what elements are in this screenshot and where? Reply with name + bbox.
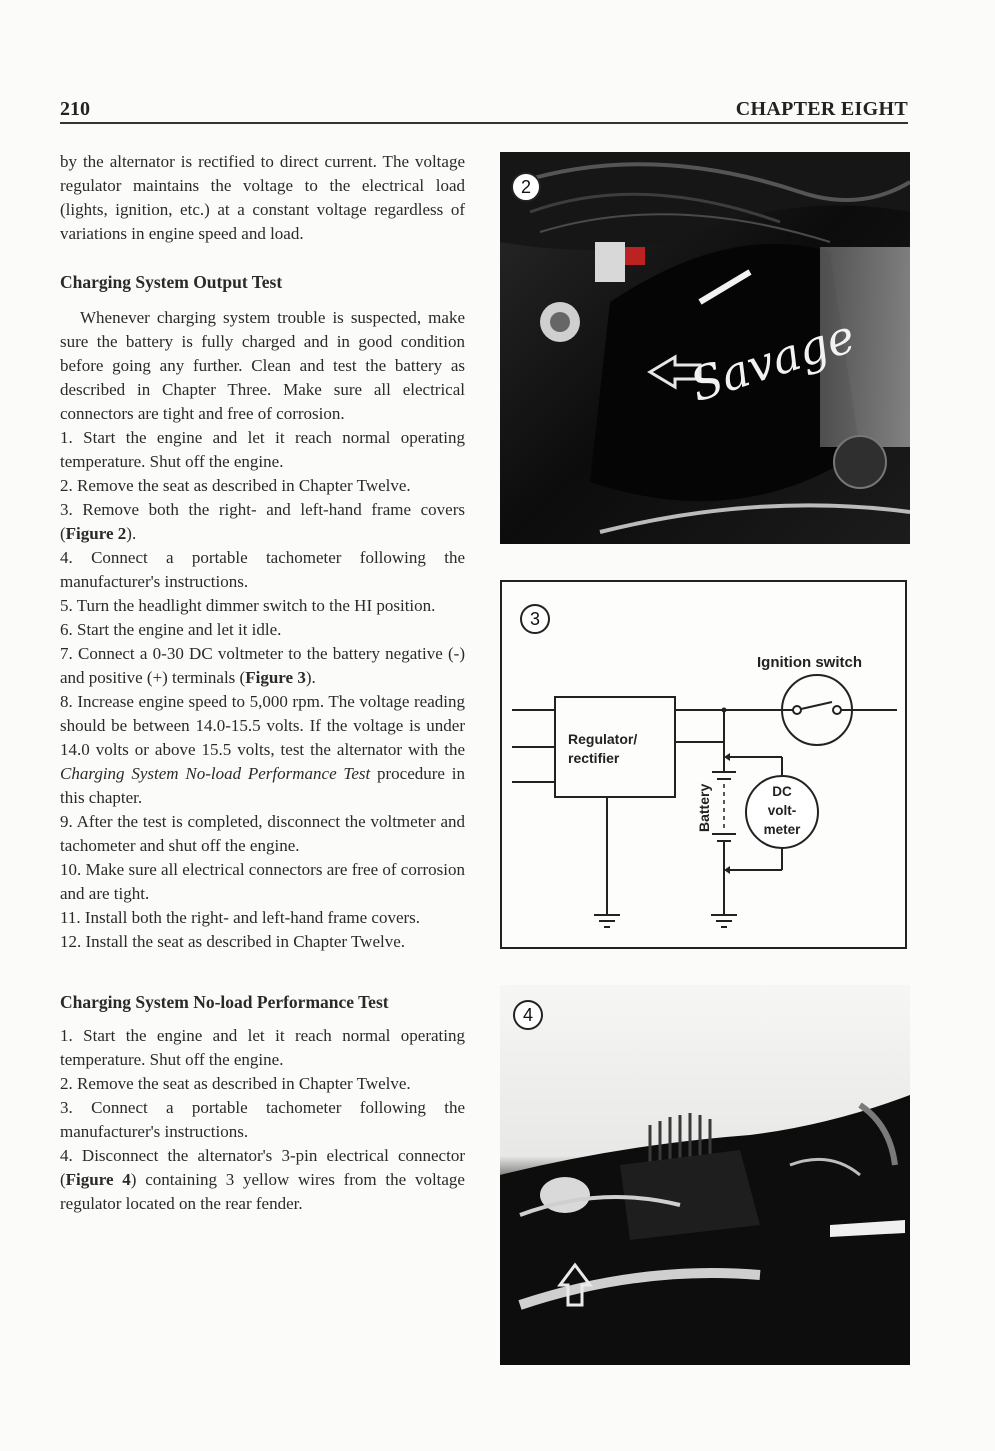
- output-step-7: 7. Connect a 0-30 DC voltmeter to the battery negative (-) and positive (+) terminals (Figure 3).: [60, 644, 465, 687]
- no-load-step-4: 4. Disconnect the alternator's 3-pin electrical connector (Figure 4) containing 3 yellow wires from the voltage regulator located on the rear fender.: [60, 1146, 465, 1213]
- figure-2-badge: 2: [511, 172, 541, 202]
- charging-circuit-schematic: [502, 582, 905, 947]
- meter-label-line3: meter: [763, 822, 801, 837]
- output-step-12: 12. Install the seat as described in Chapter Twelve.: [60, 932, 406, 951]
- output-step-6: 6. Start the engine and let it idle.: [60, 620, 282, 639]
- savage-logo: Savage: [683, 308, 862, 413]
- regulator-label-line2: rectifier: [568, 750, 620, 766]
- no-load-step-2: 2. Remove the seat as described in Chapter Twelve.: [60, 1074, 411, 1093]
- no-load-step-3: 3. Connect a portable tachometer following the manufacturer's instructions.: [60, 1098, 465, 1141]
- output-test-intro: Whenever charging system trouble is suspected, make sure the battery is fully charged and in good condition before going any further. Clean and test the battery as described in Chapter Three. Make sure all electrical connectors are tight and free of corrosion.: [60, 308, 465, 423]
- regulator-photo: [500, 985, 910, 1365]
- output-step-1: 1. Start the engine and let it reach normal operating temperature. Shut off the engine.: [60, 428, 465, 471]
- text-column: [60, 150, 465, 1216]
- no-load-test-reference: Charging System No-load Performance Test: [60, 764, 371, 783]
- chapter-title: CHAPTER EIGHT: [735, 98, 908, 120]
- output-step-4: 4. Connect a portable tachometer following the manufacturer's instructions.: [60, 548, 465, 591]
- figure-3-reference: Figure 3: [245, 668, 306, 687]
- section-heading-no-load-test: Charging System No-load Performance Test: [60, 992, 389, 1012]
- regulator-rectifier-box: [555, 697, 675, 797]
- battery-label: Battery: [696, 783, 712, 832]
- no-load-step-1: 1. Start the engine and let it reach normal operating temperature. Shut off the engine.: [60, 1026, 465, 1069]
- ignition-switch-label: Ignition switch: [757, 654, 862, 671]
- output-step-11: 11. Install both the right- and left-hand frame covers.: [60, 908, 421, 927]
- section-heading-output-test: Charging System Output Test: [60, 272, 283, 292]
- figure-2-reference: Figure 2: [65, 524, 127, 543]
- figure-2-photo: [500, 152, 910, 544]
- meter-label-line1: DC: [772, 784, 792, 799]
- figure-4-photo: [500, 985, 910, 1365]
- frame-cover-photo: [500, 152, 910, 544]
- figure-3-badge: 3: [520, 604, 550, 634]
- output-step-8: 8. Increase engine speed to 5,000 rpm. The voltage reading should be between 14.0-15.5 volts. If the voltage is under 14.0 volts or above 15.5 volts, test the alternator with the Charging System No-load Performance Test procedure in this chapter.: [60, 692, 465, 807]
- meter-label-line2: volt-: [767, 803, 797, 818]
- intro-paragraph: by the alternator is rectified to direct current. The voltage regulator maintains the voltage to the electrical load (lights, ignition, etc.) at a constant voltage regardless of variations in engine speed and load.: [60, 152, 465, 243]
- output-step-10: 10. Make sure all electrical connectors are free of corrosion and are tight.: [60, 860, 465, 903]
- page-number: 210: [60, 98, 90, 120]
- regulator-label-line1: Regulator/: [568, 731, 638, 747]
- output-step-3: 3. Remove both the right- and left-hand frame covers (Figure 2).: [60, 500, 465, 543]
- page-header: [60, 96, 908, 124]
- figure-3-diagram: [500, 580, 907, 949]
- figure-4-reference: Figure 4: [65, 1170, 131, 1189]
- output-step-5: 5. Turn the headlight dimmer switch to the HI position.: [60, 596, 436, 615]
- output-step-2: 2. Remove the seat as described in Chapter Twelve.: [60, 476, 411, 495]
- output-step-9: 9. After the test is completed, disconnect the voltmeter and tachometer and shut off the engine.: [60, 812, 465, 855]
- figure-4-badge: 4: [513, 1000, 543, 1030]
